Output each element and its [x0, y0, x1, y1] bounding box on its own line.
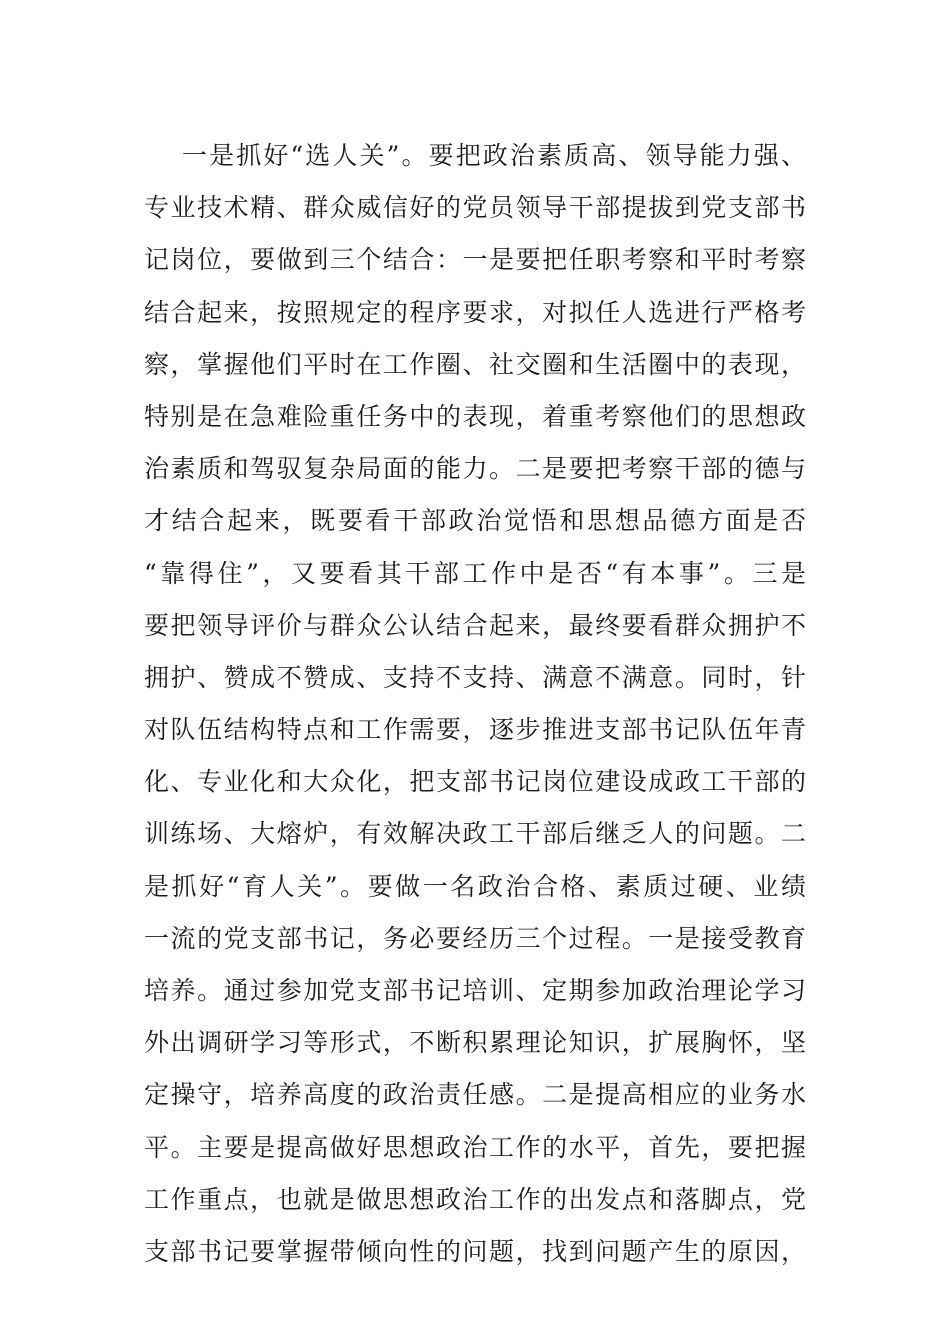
text-line: 平。主要是提高做好思想政治工作的水平，首先，要把握 — [144, 1132, 806, 1162]
text-line: 特别是在急难险重任务中的表现，着重考察他们的思想政 — [144, 401, 806, 431]
text-line: 一流的党支部书记，务必要经历三个过程。一是接受教育 — [144, 923, 806, 953]
text-line: 专业技术精、群众威信好的党员领导干部提拔到党支部书 — [144, 193, 806, 223]
text-line: 训练场、大熔炉，有效解决政工干部后继乏人的问题。二 — [144, 819, 806, 849]
text-line: 拥护、赞成不赞成、支持不支持、满意不满意。同时，针 — [144, 662, 806, 692]
text-line: 察，掌握他们平时在工作圈、社交圈和生活圈中的表现， — [144, 349, 806, 379]
body-paragraph — [144, 130, 806, 1278]
text-line: 是抓好“育人关”。要做一名政治合格、素质过硬、业绩 — [144, 871, 806, 901]
text-line: 工作重点，也就是做思想政治工作的出发点和落脚点，党 — [144, 1184, 806, 1214]
text-line: 一是抓好“选人关”。要把政治素质高、领导能力强、 — [182, 141, 806, 170]
text-line: “靠得住”，又要看其干部工作中是否“有本事”。三是 — [144, 558, 806, 588]
text-line: 化、专业化和大众化，把支部书记岗位建设成政工干部的 — [144, 767, 806, 797]
text-line: 记岗位，要做到三个结合：一是要把任职考察和平时考察 — [144, 245, 806, 275]
text-line: 结合起来，按照规定的程序要求，对拟任人选进行严格考 — [144, 297, 806, 327]
text-line: 治素质和驾驭复杂局面的能力。二是要把考察干部的德与 — [144, 454, 806, 484]
text-line: 对队伍结构特点和工作需要，逐步推进支部书记队伍年青 — [144, 715, 806, 745]
text-line: 才结合起来，既要看干部政治觉悟和思想品德方面是否 — [144, 506, 806, 536]
text-line: 支部书记要掌握带倾向性的问题，找到问题产生的原因， — [144, 1236, 806, 1266]
text-line: 外出调研学习等形式，不断积累理论知识，扩展胸怀，坚 — [144, 1028, 806, 1058]
text-line: 定操守，培养高度的政治责任感。二是提高相应的业务水 — [144, 1080, 806, 1110]
text-line: 要把领导评价与群众公认结合起来，最终要看群众拥护不 — [144, 610, 806, 640]
text-line: 培养。通过参加党支部书记培训、定期参加政治理论学习 — [144, 976, 806, 1005]
